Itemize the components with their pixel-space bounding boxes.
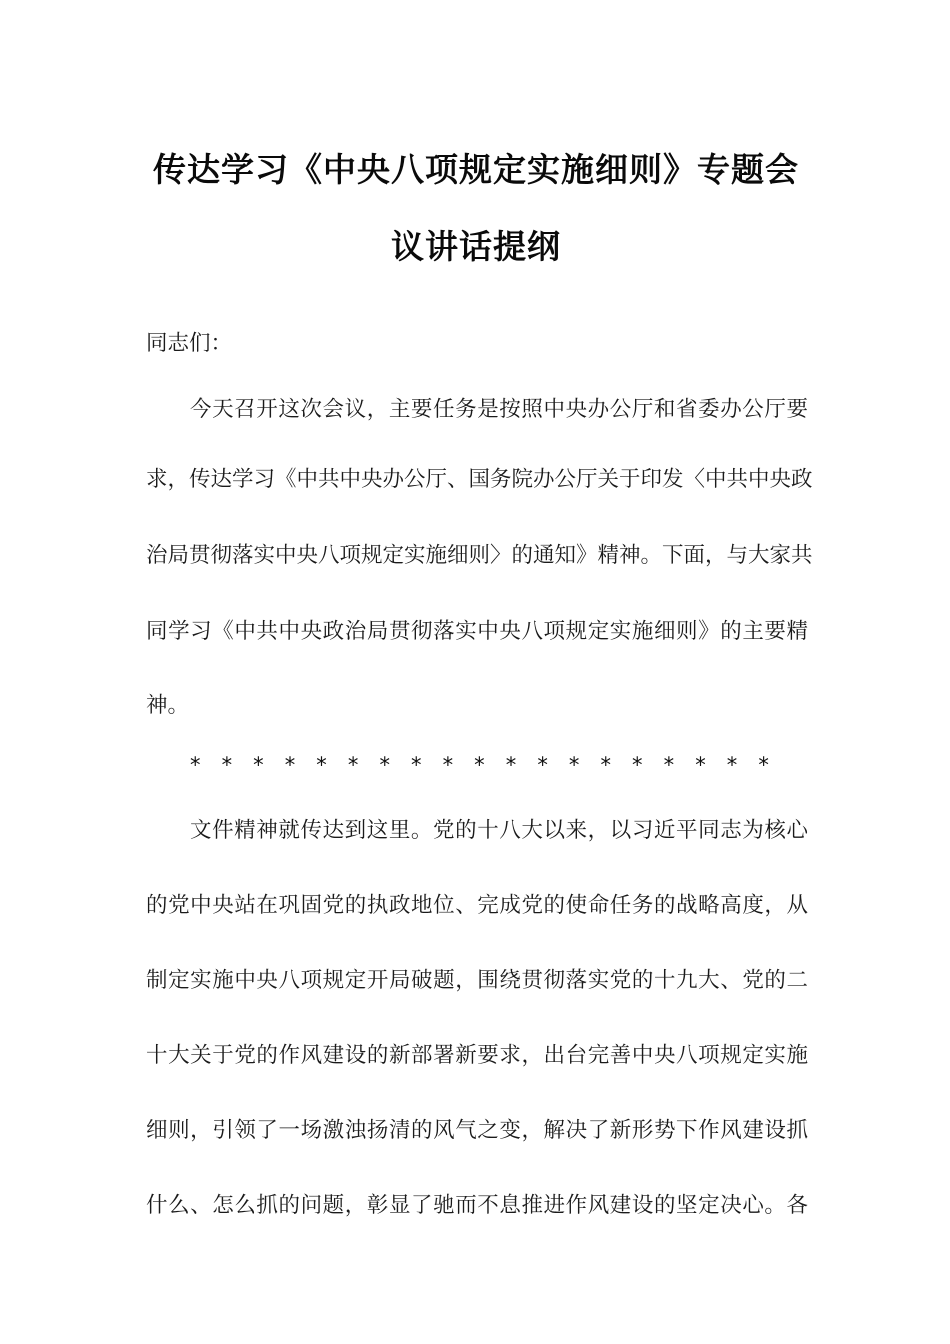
paragraph-1-line-3: 治局贯彻落实中央八项规定实施细则〉的通知》精神。下面，与大家共 xyxy=(146,543,813,568)
paragraph-2-line-4: 十大关于党的作风建设的新部署新要求，出台完善中央八项规定实施 xyxy=(146,1043,808,1068)
paragraph-1-line-5: 神。 xyxy=(146,693,190,718)
paragraph-2-line-3: 制定实施中央八项规定开局破题，围绕贯彻落实党的十九大、党的二 xyxy=(146,968,808,993)
document-title-line-2: 议讲话提纲 xyxy=(391,227,561,266)
paragraph-2-line-6: 什么、怎么抓的问题，彰显了驰而不息推进作风建设的坚定决心。各 xyxy=(146,1193,808,1218)
document-title-line-1: 传达学习《中央八项规定实施细则》专题会 xyxy=(153,150,799,189)
paragraph-1-line-2: 求，传达学习《中共中央办公厅、国务院办公厅关于印发〈中共中央政 xyxy=(146,467,813,492)
salutation: 同志们： xyxy=(146,331,233,356)
paragraph-1-line-1: 今天召开这次会议，主要任务是按照中央办公厅和省委办公厅要 xyxy=(190,397,808,422)
paragraph-2-line-2: 的党中央站在巩固党的执政地位、完成党的使命任务的战略高度，从 xyxy=(146,893,808,918)
section-separator: * * * * * * * * * * * * * * * * * * * xyxy=(190,753,777,777)
paragraph-2-line-1: 文件精神就传达到这里。党的十八大以来，以习近平同志为核心 xyxy=(190,818,808,843)
paragraph-1-line-4: 同学习《中共中央政治局贯彻落实中央八项规定实施细则》的主要精 xyxy=(146,619,808,644)
paragraph-2-line-5: 细则，引领了一场激浊扬清的风气之变，解决了新形势下作风建设抓 xyxy=(146,1118,808,1143)
